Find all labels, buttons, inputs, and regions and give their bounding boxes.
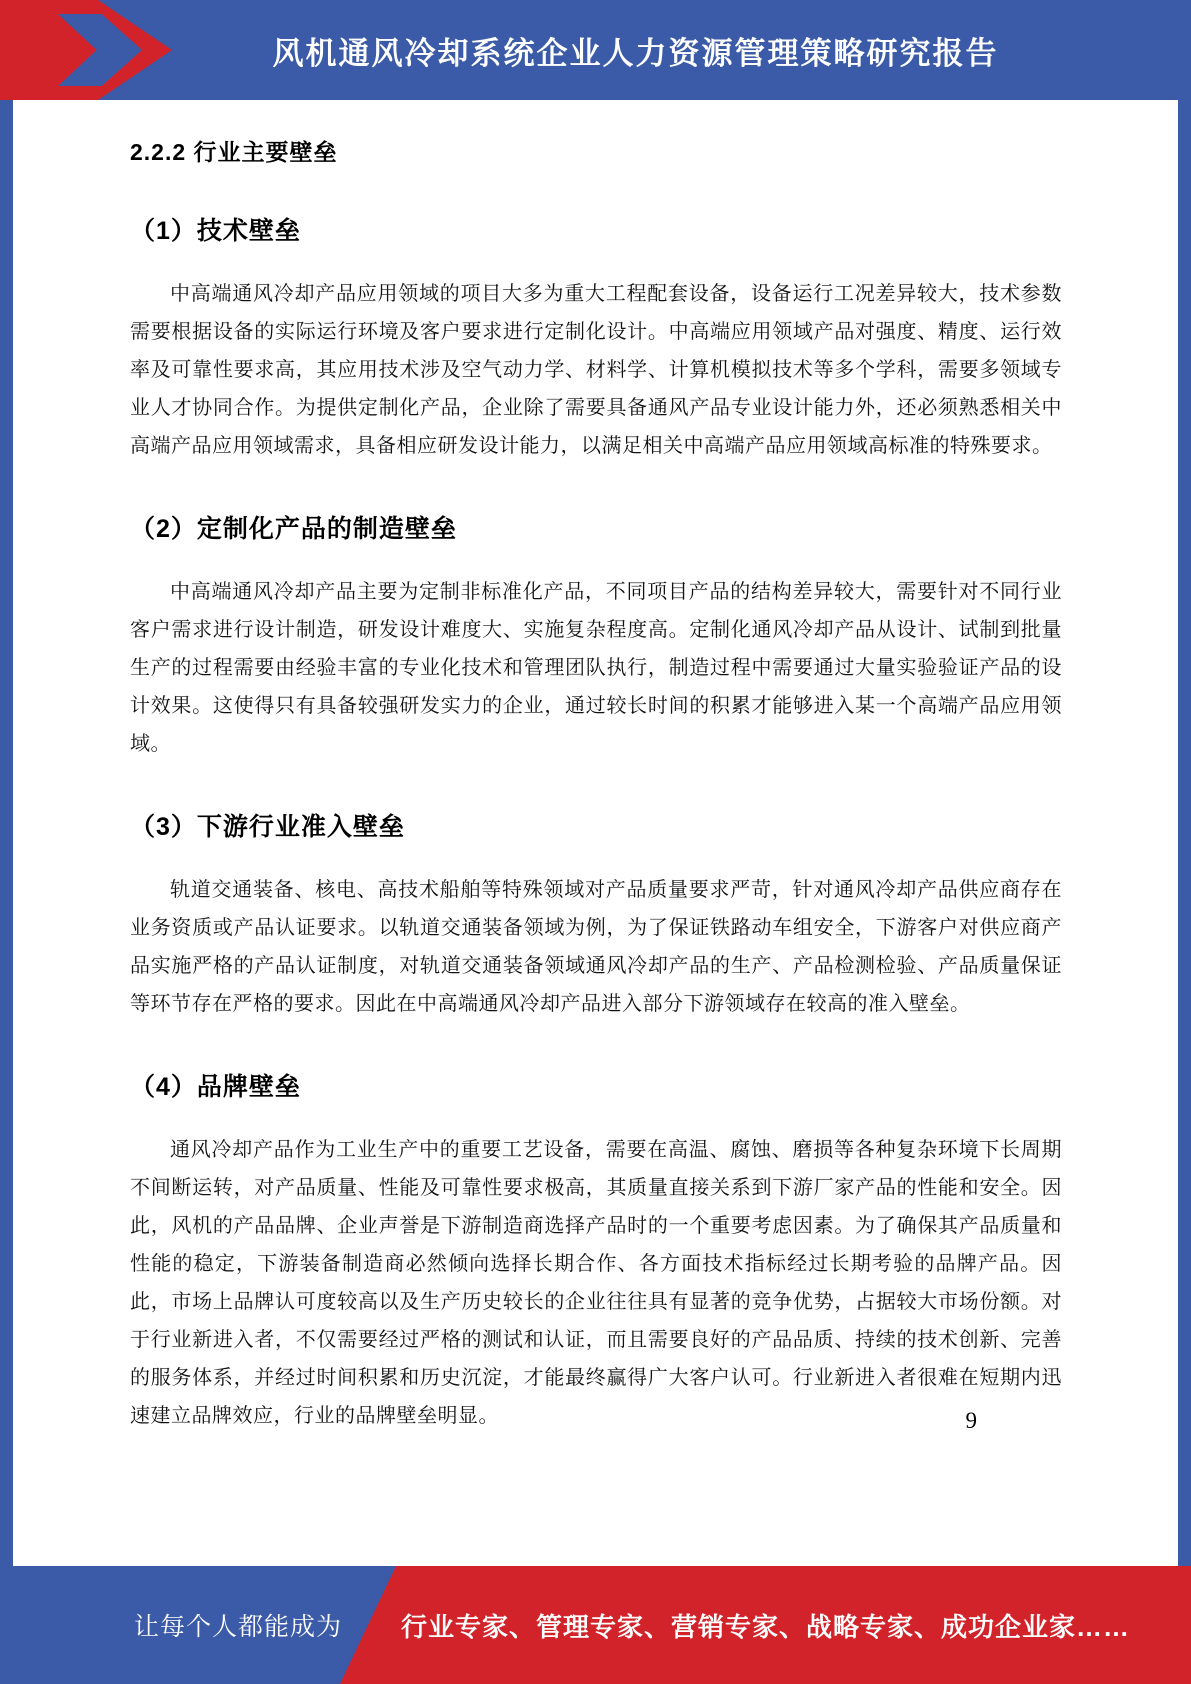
subsection-heading-2: （2）定制化产品的制造壁垒 — [130, 515, 457, 543]
paragraph-manufacturing-barrier: 中高端通风冷却产品主要为定制非标准化产品，不同项目产品的结构差异较大，需要针对不同行业客户需求进行设计制造，研发设计难度大、实施复杂程度高。定制化通风冷却产品从设计、试制到批量生产的过程需要由经验丰富的专业化技术和管理团队执行，制造过程中需要通过大量实验验证产品的设计效果。这使得只有具备较强研发实力的企业，通过较长时间的积累才能够进入某一个高端产品应用领域。 — [130, 581, 1062, 755]
paragraph-brand-barrier: 通风冷却产品作为工业生产中的重要工艺设备，需要在高温、腐蚀、磨损等各种复杂环境下长周期不间断运转，对产品质量、性能及可靠性要求极高，其质量直接关系到下游厂家产品的性能和安全。因此，风机的产品品牌、企业声誉是下游制造商选择产品时的一个重要考虑因素。为了确保其产品质量和性能的稳定，下游装备制造商必然倾向选择长期合作、各方面技术指标经过长期考验的品牌产品。因此，市场上品牌认可度较高以及生产历史较长的企业往往具有显著的竞争优势，占据较大市场份额。对于行业新进入者，不仅需要经过严格的测试和认证，而且需要良好的产品品质、持续的技术创新、完善的服务体系，并经过时间积累和历史沉淀，才能最终赢得广大客户认可。行业新进入者很难在短期内迅速建立品牌效应，行业的品牌壁垒明显。 — [130, 1139, 1062, 1427]
paragraph-downstream-barrier: 轨道交通装备、核电、高技术船舶等特殊领域对产品质量要求严苛，针对通风冷却产品供应商存在业务资质或产品认证要求。以轨道交通装备领域为例，为了保证铁路动车组安全，下游客户对供应商产品实施严格的产品认证制度，对轨道交通装备领域通风冷却产品的生产、产品检测检验、产品质量保证等环节存在严格的要求。因此在中高端通风冷却产品进入部分下游领域存在较高的准入壁垒。 — [130, 879, 1062, 1015]
subsection-heading-3: （3）下游行业准入壁垒 — [130, 813, 405, 841]
paragraph-technical-barrier: 中高端通风冷却产品应用领域的项目大多为重大工程配套设备，设备运行工况差异较大，技术参数需要根据设备的实际运行环境及客户要求进行定制化设计。中高端应用领域产品对强度、精度、运行效率及可靠性要求高，其应用技术涉及空气动力学、材料学、计算机模拟技术等多个学科，需要多领域专业人才协同合作。为提供定制化产品，企业除了需要具备通风产品专业设计能力外，还必须熟悉相关中高端产品应用领域需求，具备相应研发设计能力，以满足相关中高端产品应用领域高标准的特殊要求。 — [130, 283, 1062, 457]
document-content — [13, 100, 1178, 1435]
header-banner — [0, 0, 1191, 100]
page-number: 9 — [965, 1408, 977, 1433]
report-title: 风机通风冷却系统企业人力资源管理策略研究报告 — [272, 35, 999, 71]
footer-banner — [0, 1566, 1191, 1684]
subsection-heading-4: （4）品牌壁垒 — [130, 1073, 301, 1101]
footer-slogan-left: 让每个人都能成为 — [134, 1613, 343, 1641]
left-edge-strip — [0, 0, 13, 1684]
header-arrow-decoration — [0, 0, 172, 100]
footer-slogan-right: 行业专家、管理专家、营销专家、战略专家、成功企业家…… — [400, 1611, 1130, 1642]
right-edge-strip — [1178, 0, 1191, 1684]
section-heading-222: 2.2.2 行业主要壁垒 — [130, 139, 338, 165]
subsection-heading-1: （1）技术壁垒 — [130, 217, 301, 245]
